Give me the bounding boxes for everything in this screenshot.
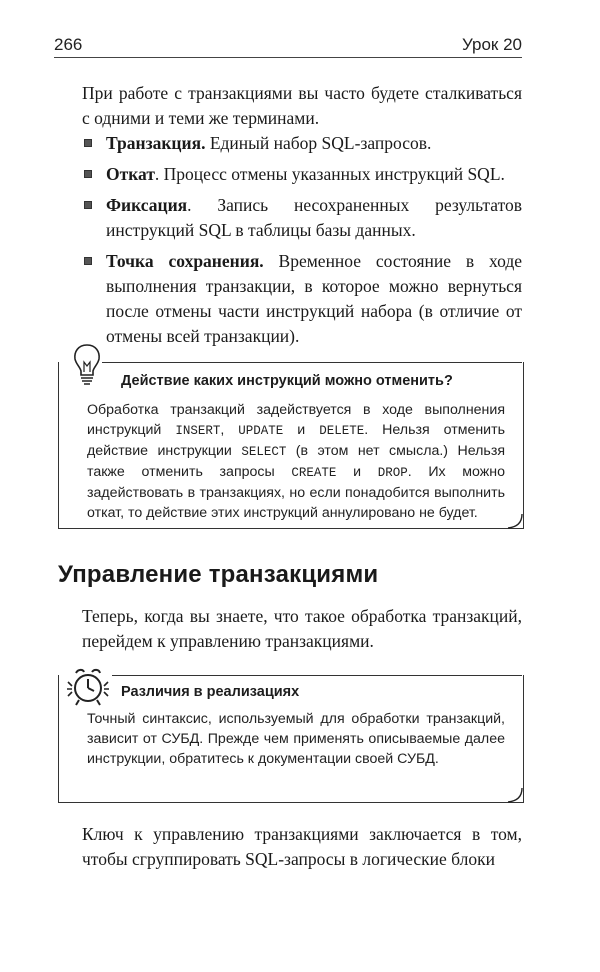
note-title: Действие каких инструкций можно отменить? (121, 373, 453, 389)
list-item: Фиксация. Запись несохраненных результатов инструкций SQL в таблицы базы данных. (82, 193, 522, 243)
square-bullet-icon (84, 201, 92, 209)
section-heading: Управление транзакциями (58, 561, 379, 588)
note-box-differences (58, 675, 524, 803)
note-body: Точный синтаксис, используемый для обработки транзакций, зависит от СУБД. Прежде чем применять описываемые далее инструкции, обратитесь к документации своей СУБД. (87, 711, 505, 767)
note-title: Различия в реализациях (121, 684, 300, 700)
page-curl-icon (506, 512, 526, 532)
running-header (54, 33, 522, 63)
square-bullet-icon (84, 139, 92, 147)
intro-paragraph: При работе с транзакциями вы часто будете сталкиваться с одними и теми же терминами. (82, 83, 522, 128)
closing-paragraph: Ключ к управлению транзакциями заключается в том, чтобы сгруппировать SQL-запросы в логические блоки (82, 824, 522, 869)
page-number: 266 (54, 35, 83, 54)
square-bullet-icon (84, 170, 92, 178)
chapter-label: Урок 20 (461, 35, 522, 54)
page-curl-icon (506, 786, 526, 806)
list-item: Транзакция. Единый набор SQL-запросов. (82, 131, 522, 156)
section-intro: Теперь, когда вы знаете, что такое обработка транзакций, перейдем к управлению транзакциями. (82, 606, 522, 651)
list-item: Откат. Процесс отмены указанных инструкций SQL. (82, 162, 522, 187)
list-item: Точка сохранения. Временное состояние в ходе выполнения транзакции, в которое можно вернуться после отмены части инструкций набора (в отличие от отмены всей транзакции). (82, 249, 522, 349)
note-box-undo (58, 362, 524, 529)
terms-list (82, 131, 522, 355)
note-body: Обработка транзакций задействуется в ходе выполнения инструкций INSERT, UPDATE и DELETE. Нельзя отменить действие инструкции SELECT (в этом нет смысла.) Нельзя также отменить запросы CREATE и DROP. Их можно задействовать в транзакциях, но если понадобится выполнить откат, то действие этих инструкций аннулировано не будет. (87, 402, 506, 521)
square-bullet-icon (84, 257, 92, 265)
header-rule (54, 57, 522, 58)
